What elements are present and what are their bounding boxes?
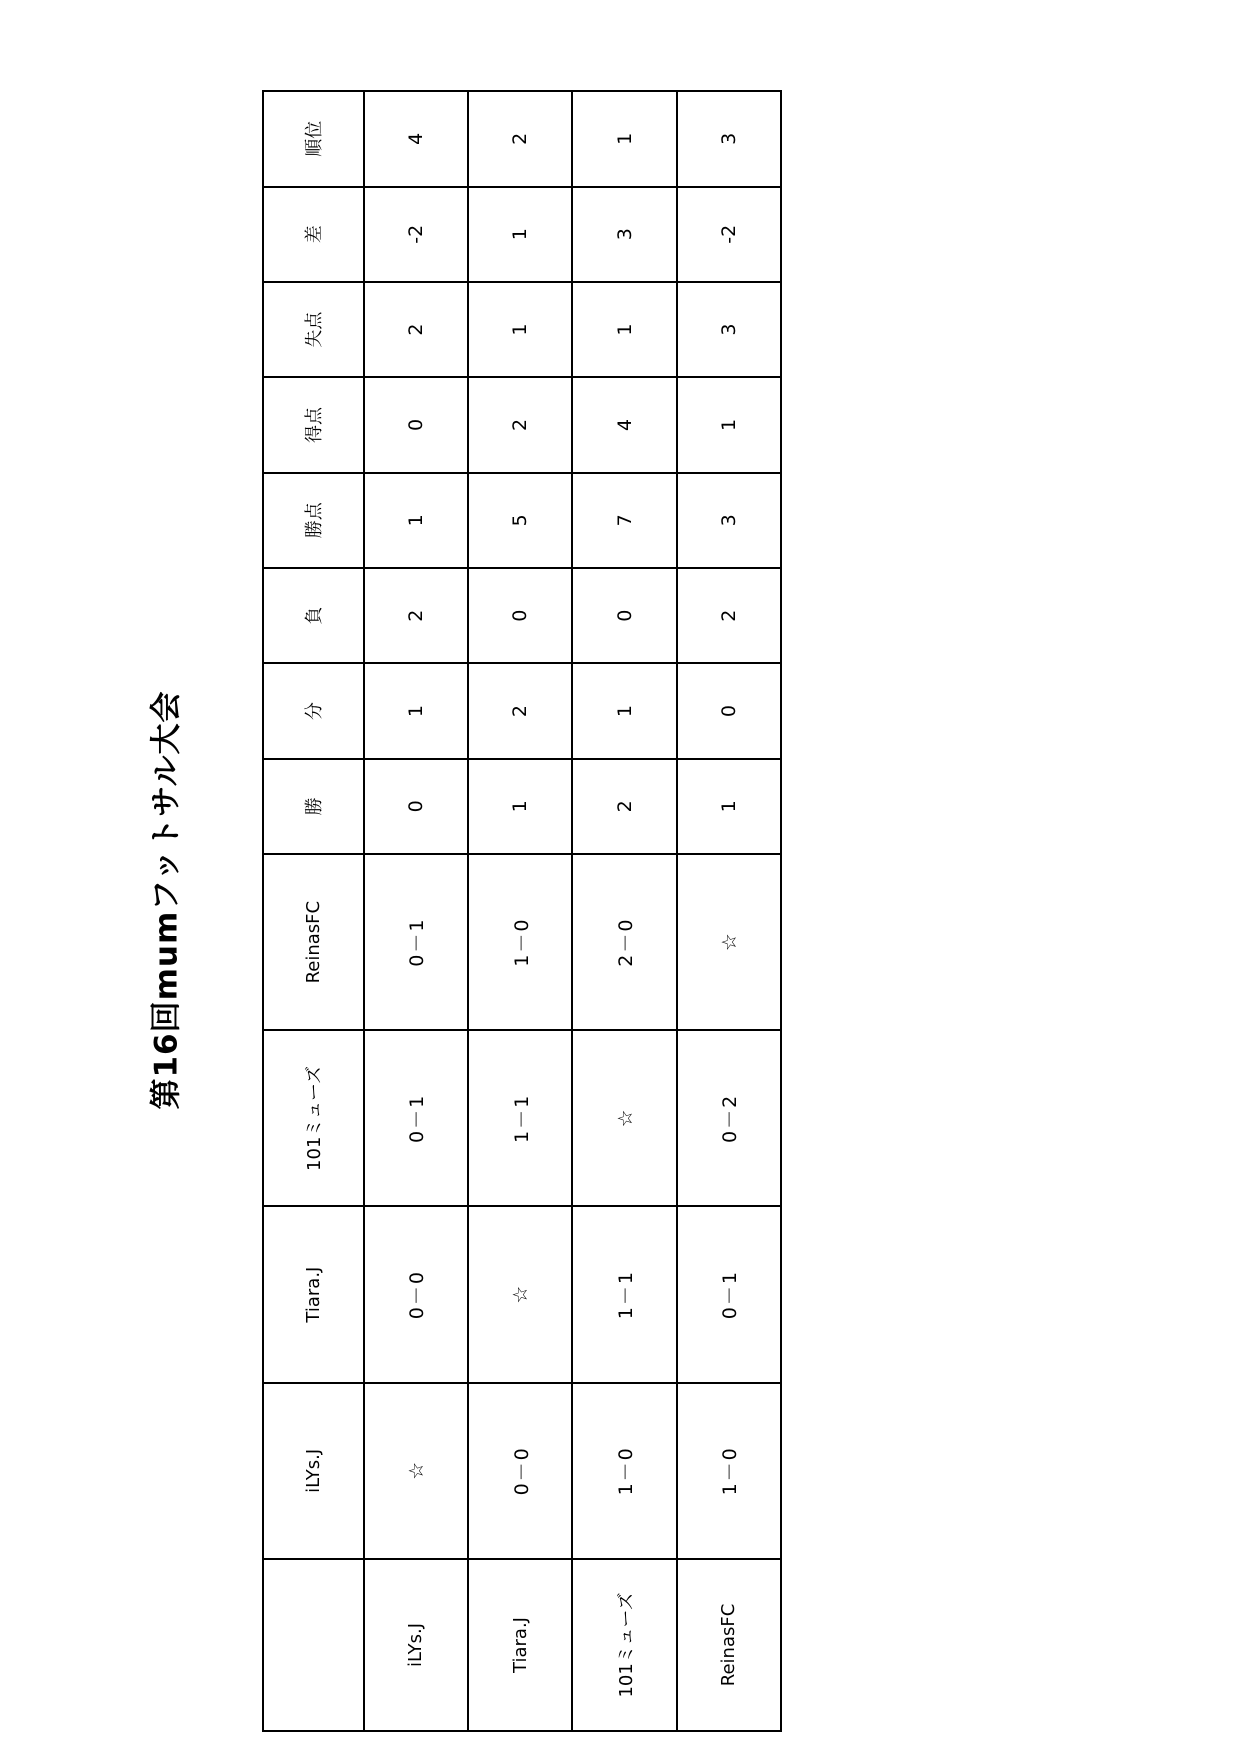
row-team-name: ReinasFC <box>677 1559 781 1731</box>
result-cell: ☆ <box>572 1030 676 1206</box>
table-row <box>468 91 572 1731</box>
stat-cell: 3 <box>677 91 781 187</box>
result-cell: 1－0 <box>677 1383 781 1559</box>
column-header: 勝 <box>263 759 364 854</box>
standings-table-container <box>262 90 782 1732</box>
column-header: 101ミューズ <box>263 1030 364 1206</box>
result-cell: 1－1 <box>572 1206 676 1382</box>
stat-cell: 2 <box>468 663 572 758</box>
stat-cell: 1 <box>677 759 781 854</box>
stat-cell: 1 <box>468 282 572 377</box>
column-header: 失点 <box>263 282 364 377</box>
stat-cell: 4 <box>572 377 676 472</box>
result-cell: 0－1 <box>364 854 468 1030</box>
table-row <box>677 91 781 1731</box>
stat-cell: 0 <box>364 759 468 854</box>
result-cell: ☆ <box>468 1206 572 1382</box>
column-header: iLYs.J <box>263 1383 364 1559</box>
stat-cell: 3 <box>677 282 781 377</box>
stat-cell: 2 <box>364 282 468 377</box>
stat-cell: -2 <box>677 187 781 282</box>
stat-cell: 2 <box>468 91 572 187</box>
page-title: 第16回mumフットサル大会 <box>148 690 185 1110</box>
stat-cell: 2 <box>468 377 572 472</box>
stat-cell: 2 <box>677 568 781 663</box>
result-cell: ☆ <box>677 854 781 1030</box>
column-header: 差 <box>263 187 364 282</box>
stat-cell: 5 <box>468 473 572 568</box>
stat-cell: 3 <box>572 187 676 282</box>
column-header: 分 <box>263 663 364 758</box>
result-cell: 0－0 <box>364 1206 468 1382</box>
result-cell: 0－1 <box>677 1206 781 1382</box>
stat-cell: 0 <box>572 568 676 663</box>
column-header: 順位 <box>263 91 364 187</box>
stat-cell: 0 <box>364 377 468 472</box>
result-cell: 2－0 <box>572 854 676 1030</box>
column-header: ReinasFC <box>263 854 364 1030</box>
stat-cell: 0 <box>468 568 572 663</box>
stat-cell: 1 <box>364 473 468 568</box>
result-cell: 0－1 <box>364 1030 468 1206</box>
stat-cell: -2 <box>364 187 468 282</box>
column-header: 得点 <box>263 377 364 472</box>
result-cell: 1－1 <box>468 1030 572 1206</box>
standings-table <box>262 90 782 1732</box>
row-team-name: Tiara.J <box>468 1559 572 1731</box>
stat-cell: 2 <box>572 759 676 854</box>
column-header: 勝点 <box>263 473 364 568</box>
stat-cell: 1 <box>572 663 676 758</box>
row-team-name: iLYs.J <box>364 1559 468 1731</box>
result-cell: 1－0 <box>468 854 572 1030</box>
row-team-name: 101ミューズ <box>572 1559 676 1731</box>
stat-cell: 1 <box>468 187 572 282</box>
stat-cell: 1 <box>572 91 676 187</box>
result-cell: 0－2 <box>677 1030 781 1206</box>
stat-cell: 1 <box>677 377 781 472</box>
result-cell: 1－0 <box>572 1383 676 1559</box>
result-cell: ☆ <box>364 1383 468 1559</box>
stat-cell: 1 <box>572 282 676 377</box>
column-header: Tiara.J <box>263 1206 364 1382</box>
stat-cell: 7 <box>572 473 676 568</box>
column-header: 負 <box>263 568 364 663</box>
stat-cell: 0 <box>677 663 781 758</box>
stat-cell: 3 <box>677 473 781 568</box>
stat-cell: 2 <box>364 568 468 663</box>
header-row <box>263 91 364 1731</box>
corner-cell <box>263 1559 364 1731</box>
result-cell: 0－0 <box>468 1383 572 1559</box>
stat-cell: 4 <box>364 91 468 187</box>
table-row <box>572 91 676 1731</box>
stat-cell: 1 <box>364 663 468 758</box>
stat-cell: 1 <box>468 759 572 854</box>
table-row <box>364 91 468 1731</box>
